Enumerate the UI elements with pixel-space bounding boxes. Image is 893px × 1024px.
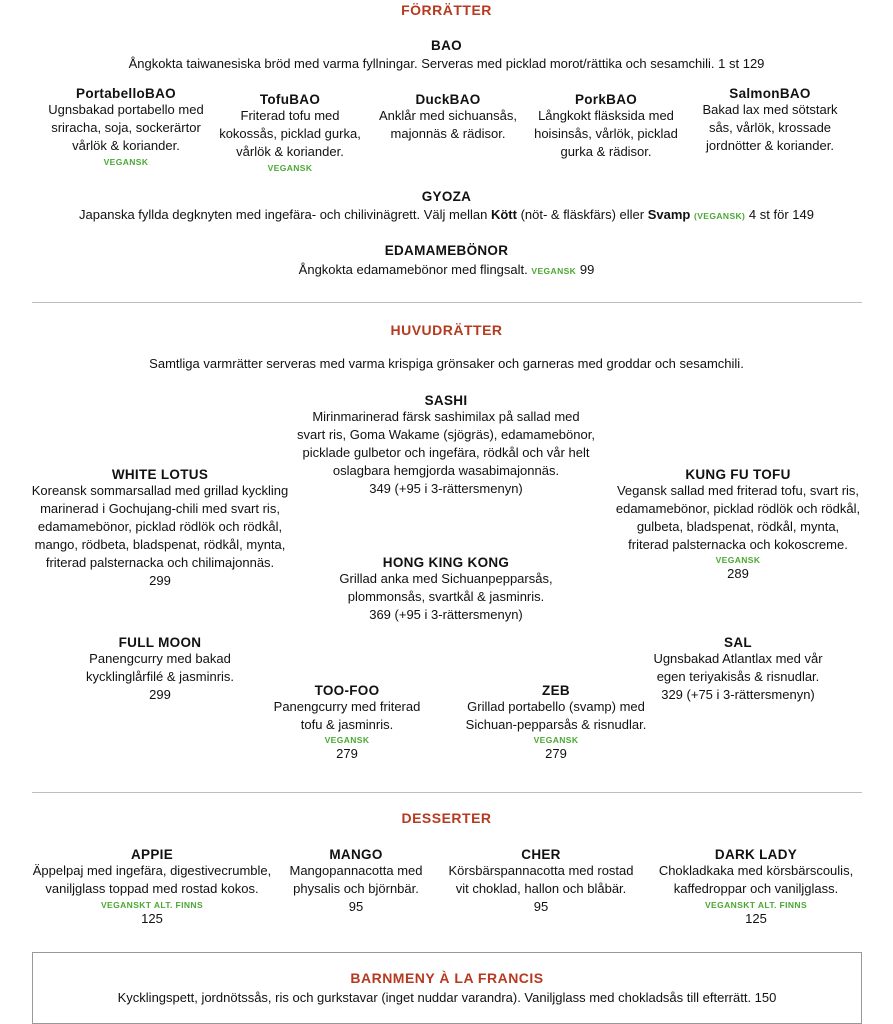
item-line: majonnäs & rädisor. [390, 126, 506, 141]
item-line: Mirinmarinerad färsk sashimilax på sallad med [312, 409, 580, 424]
gyoza-description [0, 206, 893, 225]
item-line: vårlök & koriander. [72, 138, 180, 153]
item-line: Chokladkaka med körsbärscoulis, [658, 863, 854, 878]
item-title: KUNG FU TOFU [685, 467, 791, 482]
item-line: Körsbärspannacotta med rostad [448, 863, 634, 878]
item-price: 329 (+75 i 3-rättersmenyn) [661, 687, 815, 702]
item-line: marinerad i Gochujang-chili med svart ris, [40, 501, 280, 516]
item-line: friterad palsternacka och chilimajonnäs. [45, 555, 275, 570]
gyoza-title: GYOZA [421, 189, 472, 204]
item-title: PortabelloBAO [76, 86, 176, 101]
item-line: Sichuan-pepparsås & risnudlar. [465, 717, 647, 732]
bao-item-portabello [36, 86, 216, 167]
item-line: jordnötter & koriander. [706, 138, 834, 153]
vegan-alt-badge: VEGANSKT ALT. FINNS [704, 900, 808, 910]
item-line: svart ris, Goma Wakame (sjögräs), edamamebönor, [297, 427, 595, 442]
gyoza-text: (nöt- & fläskfärs) eller [516, 207, 648, 222]
item-line: kaffedroppar och vaniljglass. [673, 881, 839, 896]
item-line: Ugnsbakad Atlantlax med vår [653, 651, 823, 666]
bao-item-tofu [200, 92, 380, 173]
item-price: 299 [149, 573, 171, 588]
item-line: Långkokt fläsksida med [538, 108, 674, 123]
item-line: gurka & rädisor. [560, 144, 652, 159]
item-line: hoisinsås, vårlök, picklad [534, 126, 678, 141]
item-title: APPIE [130, 847, 173, 862]
item-price: 279 [336, 746, 358, 761]
item-line: Friterad tofu med [240, 108, 340, 123]
edamame-description-row [0, 261, 893, 280]
item-line: Mangopannacotta med [289, 863, 423, 878]
item-title: TOO-FOO [314, 683, 380, 698]
item-title: FULL MOON [118, 635, 202, 650]
divider [32, 792, 862, 793]
item-line: Ugnsbakad portabello med [48, 102, 204, 117]
item-line: gulbeta, bladspenat, rödkål, mynta, [636, 519, 840, 534]
item-price: 369 (+95 i 3-rättersmenyn) [369, 607, 523, 622]
dessert-item-cher [426, 847, 656, 916]
item-line: Koreansk sommarsallad med grillad kyckling [31, 483, 289, 498]
bao-item-salmon [680, 86, 860, 155]
section-title-mains: HUVUDRÄTTER [390, 322, 503, 338]
edamame-title: EDAMAMEBÖNOR [384, 243, 509, 258]
item-line: picklade gulbetor och ingefära, rödkål och vår helt [302, 445, 590, 460]
item-line: egen teriyakisås & risnudlar. [656, 669, 820, 684]
item-line: edamamebönor, picklad rödlök och rödkål, [37, 519, 283, 534]
item-title: DuckBAO [415, 92, 481, 107]
item-line: kycklinglårfilé & jasminris. [85, 669, 235, 684]
item-title: SASHI [424, 393, 468, 408]
main-item-white-lotus [20, 467, 300, 590]
bao-description: Ångkokta taiwanesiska bröd med varma fyllningar. Serveras med picklad morot/rättika och sesamchili. 1 st 129 [128, 56, 765, 71]
item-price: 349 (+95 i 3-rättersmenyn) [369, 481, 523, 496]
section-title-starters: FÖRRÄTTER [401, 2, 492, 18]
vegan-badge: VEGANSK [715, 555, 761, 565]
item-line: oslagbara hemgjorda wasabimajonnäs. [332, 463, 560, 478]
item-line: Panengcurry med friterad [273, 699, 421, 714]
item-line: vit choklad, hallon och blåbär. [455, 881, 627, 896]
item-title: WHITE LOTUS [111, 467, 209, 482]
item-line: Anklår med sichuansås, [378, 108, 517, 123]
item-price: 95 [348, 899, 364, 914]
item-title: DARK LADY [714, 847, 798, 862]
item-line: Grillad anka med Sichuanpepparsås, [339, 571, 553, 586]
bao-item-pork [516, 92, 696, 161]
vegan-badge: (VEGANSK) [693, 211, 746, 221]
item-price: 299 [149, 687, 171, 702]
item-price: 125 [141, 911, 163, 926]
item-title: TofuBAO [259, 92, 321, 107]
item-price: 95 [533, 899, 549, 914]
item-title: HONG KING KONG [382, 555, 510, 570]
item-line: plommonsås, svartkål & jasminris. [347, 589, 545, 604]
gyoza-price: 4 st för 149 [748, 207, 814, 222]
kids-menu-description: Kycklingspett, jordnötssås, ris och gurkstavar (inget nuddar varandra). Vaniljglass med chokladsås till efterrätt. 150 [117, 990, 777, 1005]
item-title: SAL [724, 635, 752, 650]
item-title: CHER [521, 847, 561, 862]
item-line: vårlök & koriander. [236, 144, 344, 159]
bao-title: BAO [431, 38, 462, 53]
item-line: Panengcurry med bakad [89, 651, 231, 666]
vegan-badge: VEGANSK [267, 163, 313, 173]
section-title-desserts: DESSERTER [401, 810, 492, 826]
gyoza-veg-option: Svamp [647, 207, 691, 222]
item-title: ZEB [542, 683, 570, 698]
gyoza-meat-option: Kött [490, 207, 517, 222]
item-title: SalmonBAO [729, 86, 811, 101]
gyoza-text: Japanska fyllda degknyten med ingefära- och chilivinägrett. Välj mellan [79, 207, 491, 222]
dessert-item-dark-lady [626, 847, 886, 928]
vegan-badge: VEGANSK [324, 735, 370, 745]
kids-menu-title: BARNMENY À LA FRANCIS [350, 970, 544, 986]
mains-intro: Samtliga varmrätter serveras med varma krispiga grönsaker och garneras med groddar och sesamchili. [149, 356, 744, 371]
vegan-badge: VEGANSK [533, 735, 579, 745]
item-price: 289 [727, 566, 749, 581]
edamame-description: Ångkokta edamamebönor med flingsalt. [298, 262, 528, 277]
edamame-price: 99 [579, 262, 595, 277]
item-line: tofu & jasminris. [300, 717, 394, 732]
item-line: Vegansk sallad med friterad tofu, svart ris, [616, 483, 860, 498]
item-line: mango, rödbeta, bladspenat, rödkål, mynta, [34, 537, 286, 552]
main-item-hong-king-kong [296, 555, 596, 624]
item-line: kokossås, picklad gurka, [219, 126, 361, 141]
item-line: Äppelpaj med ingefära, digestivecrumble, [32, 863, 272, 878]
main-item-sashi [286, 393, 606, 498]
item-line: friterad palsternacka och kokoscreme. [628, 537, 848, 552]
bao-item-duck [358, 92, 538, 143]
vegan-badge: VEGANSK [531, 266, 577, 276]
item-title: MANGO [329, 847, 383, 862]
vegan-alt-badge: VEGANSKT ALT. FINNS [100, 900, 204, 910]
item-price: 279 [545, 746, 567, 761]
item-price: 125 [745, 911, 767, 926]
item-line: sås, vårlök, krossade [708, 120, 832, 135]
item-line: vaniljglass toppad med rostad kokos. [45, 881, 259, 896]
item-title: PorkBAO [574, 92, 638, 107]
dessert-item-appie [22, 847, 282, 928]
divider [32, 302, 862, 303]
item-line: edamamebönor, picklad rödlök och rödkål, [615, 501, 861, 516]
main-item-kung-fu-tofu [598, 467, 878, 583]
item-line: Bakad lax med sötstark [702, 102, 838, 117]
main-item-zeb [426, 683, 686, 763]
item-line: sriracha, soja, sockerärtor [51, 120, 201, 135]
kids-menu-box [32, 952, 862, 1024]
vegan-badge: VEGANSK [103, 157, 149, 167]
item-line: Grillad portabello (svamp) med [467, 699, 645, 714]
item-line: physalis och björnbär. [293, 881, 419, 896]
